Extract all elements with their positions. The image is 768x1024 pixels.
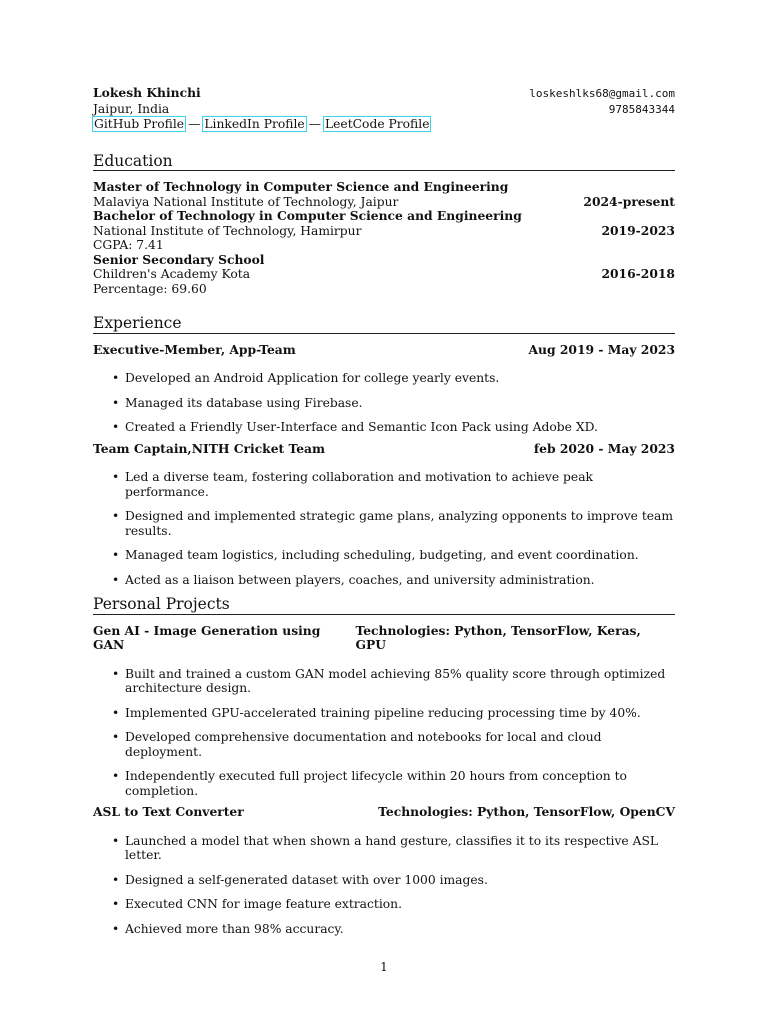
list-item: • Launched a model that when shown a hand gesture, classifies it to its respective ASL letter.: [125, 834, 675, 863]
linkedin-link[interactable]: LinkedIn Profile: [204, 117, 305, 131]
experience-entry-header: [93, 442, 675, 457]
institution: Malaviya National Institute of Technology, Jaipur: [93, 194, 399, 209]
education-entry: [93, 253, 675, 297]
education-dates: 2016-2018: [601, 266, 675, 281]
list-item: • Created a Friendly User-Interface and Semantic Icon Pack using Adobe XD.: [125, 420, 675, 435]
education-entry: [93, 209, 675, 253]
phone-number: 9785843344: [608, 102, 675, 116]
project-name: ASL to Text Converter: [93, 804, 244, 819]
education-row: [93, 224, 675, 239]
project-bullets: [93, 667, 675, 799]
resume-page: [93, 86, 675, 946]
education-row: [93, 267, 675, 282]
list-item: • Independently executed full project lifecycle within 20 hours from conception to completion.: [125, 769, 675, 798]
list-item: • Managed its database using Firebase.: [125, 396, 675, 411]
list-item: • Implemented GPU-accelerated training pipeline reducing processing time by 40%.: [125, 706, 675, 721]
role-dates: Aug 2019 - May 2023: [528, 341, 675, 357]
education-entry: [93, 180, 675, 209]
experience-heading: Experience: [93, 316, 675, 334]
education-list: [93, 180, 675, 296]
experience-bullets: [93, 470, 675, 587]
location: Jaipur, India: [93, 101, 170, 116]
experience-entry-header: [93, 343, 675, 358]
list-item: • Led a diverse team, fostering collaboration and motivation to achieve peak performance.: [125, 470, 675, 499]
role-dates: feb 2020 - May 2023: [533, 440, 675, 456]
institution: National Institute of Technology, Hamirpur: [93, 223, 362, 238]
candidate-name: Lokesh Khinchi: [93, 85, 201, 100]
list-item: • Managed team logistics, including scheduling, budgeting, and event coordination.: [125, 548, 675, 563]
project-technologies: Technologies: Python, TensorFlow, OpenCV: [378, 804, 675, 819]
list-item: • Executed CNN for image feature extraction.: [125, 897, 675, 912]
email-address[interactable]: loskeshlks68@gmail.com: [529, 87, 675, 100]
link-separator: —: [188, 117, 201, 131]
list-item: • Designed and implemented strategic game plans, analyzing opponents to improve team results.: [125, 509, 675, 538]
projects-heading: Personal Projects: [93, 597, 675, 615]
page-number: 1: [380, 960, 388, 974]
education-detail: Percentage: 69.60: [93, 281, 207, 296]
project-bullets: [93, 834, 675, 937]
header-row-1: [93, 86, 675, 102]
education-dates: 2019-2023: [601, 222, 675, 238]
role-title: Team Captain,NITH Cricket Team: [93, 440, 326, 456]
project-technologies: Technologies: Python, TensorFlow, Keras, GPU: [355, 622, 641, 652]
list-item: • Developed an Android Application for college yearly events.: [125, 371, 675, 386]
project-name: Gen AI - Image Generation using GAN: [93, 622, 321, 652]
education-detail: CGPA: 7.41: [93, 238, 164, 252]
institution: Children's Academy Kota: [93, 267, 251, 281]
leetcode-link[interactable]: LeetCode Profile: [324, 117, 430, 131]
list-item: • Acted as a liaison between players, coaches, and university administration.: [125, 573, 675, 588]
degree-title: Senior Secondary School: [93, 251, 265, 267]
github-link[interactable]: GitHub Profile: [94, 117, 185, 131]
education-dates: 2024-present: [583, 193, 675, 209]
experience-bullets: [93, 371, 675, 435]
project-entry-header: [93, 624, 675, 653]
list-item: • Achieved more than 98% accuracy.: [125, 922, 675, 937]
degree-title: Bachelor of Technology in Computer Science and Engineering: [93, 208, 522, 223]
project-entry-header: [93, 805, 675, 820]
list-item: • Designed a self-generated dataset with over 1000 images.: [125, 873, 675, 888]
list-item: • Developed comprehensive documentation and notebooks for local and cloud deployment.: [125, 730, 675, 759]
link-separator: —: [308, 117, 321, 131]
header-row-2: [93, 102, 675, 118]
profile-links: [93, 117, 675, 132]
role-title: Executive-Member, App-Team: [93, 341, 296, 357]
education-heading: Education: [93, 154, 675, 172]
degree-title: Master of Technology in Computer Science and Engineering: [93, 179, 509, 194]
education-row: [93, 195, 675, 210]
list-item: • Built and trained a custom GAN model achieving 85% quality score through optimized architecture design.: [125, 667, 675, 696]
